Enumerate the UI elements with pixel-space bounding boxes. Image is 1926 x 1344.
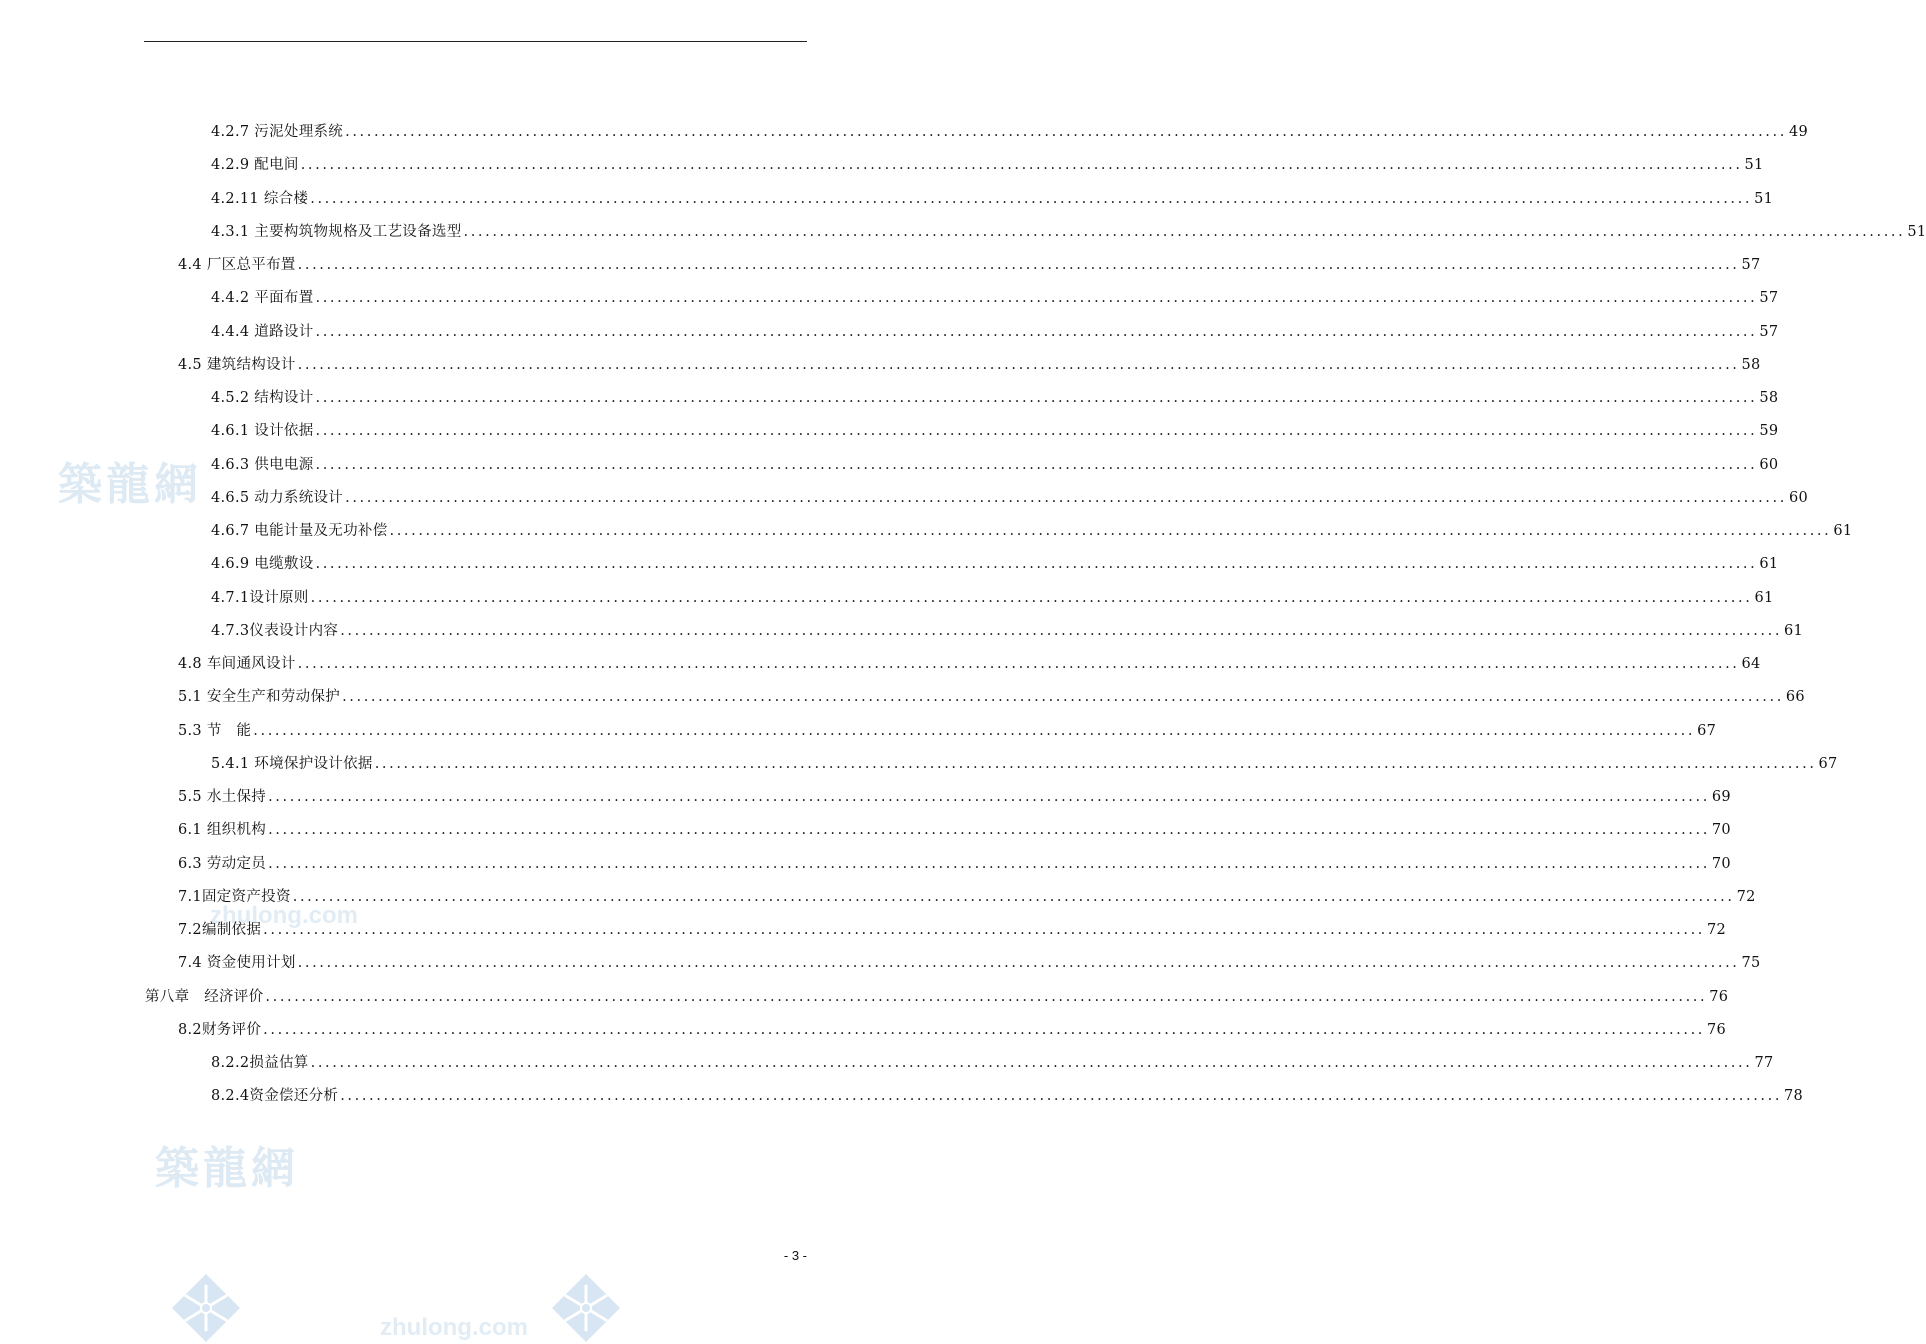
toc-dot-leader: ........................................................................................................................................................................................................ [345, 490, 1787, 506]
toc-dot-leader: ........................................................................................................................................................................................................ [310, 191, 1753, 207]
toc-entry-label: 4.3.1 主要构筑物规格及工艺设备选型 [211, 224, 462, 240]
toc-entry-label: 4.4.2 平面布置 [211, 290, 314, 306]
toc-entry[interactable] [211, 153, 1764, 177]
toc-entry-page: 61 [1784, 623, 1804, 639]
toc-entry-label: 4.8 车间通风设计 [178, 656, 296, 672]
toc-dot-leader: ........................................................................................................................................................................................................ [340, 1088, 1783, 1104]
toc-entry-page: 67 [1818, 756, 1838, 772]
toc-entry-page: 58 [1759, 390, 1779, 406]
toc-entry-label: 4.6.7 电能计量及无功补偿 [211, 523, 388, 539]
toc-entry-page: 72 [1707, 922, 1727, 938]
toc-dot-leader: ........................................................................................................................................................................................................ [310, 1055, 1753, 1071]
toc-entry[interactable] [211, 120, 1808, 144]
toc-entry[interactable] [178, 951, 1761, 975]
toc-entry-page: 60 [1759, 457, 1779, 473]
toc-entry-label: 4.2.9 配电间 [211, 157, 299, 173]
toc-dot-leader: ........................................................................................................................................................................................................ [315, 423, 1758, 439]
toc-entry[interactable] [178, 1018, 1727, 1042]
toc-entry[interactable] [211, 486, 1808, 510]
watermark-brand-bottom: 築龍網 [155, 1143, 299, 1194]
watermark-brand-top: 築龍網 [58, 459, 202, 510]
toc-entry-label: 4.6.9 电缆敷设 [211, 556, 314, 572]
toc-entry[interactable] [178, 918, 1727, 942]
toc-dot-leader: ........................................................................................................................................................................................................ [315, 324, 1758, 340]
toc-entry-page: 61 [1759, 556, 1779, 572]
toc-entry-page: 51 [1907, 224, 1926, 240]
toc-entry-label: 4.4 厂区总平布置 [178, 257, 296, 273]
toc-entry-label: 4.7.1设计原则 [211, 590, 309, 606]
toc-dot-leader: ........................................................................................................................................................................................................ [340, 623, 1783, 639]
toc-entry-label: 4.5 建筑结构设计 [178, 357, 296, 373]
watermark-site-middle: zhulong.com [210, 902, 358, 929]
toc-entry-label: 8.2.4资金偿还分析 [211, 1088, 339, 1104]
toc-entry-label: 6.1 组织机构 [178, 822, 267, 838]
toc-entry[interactable] [211, 1084, 1804, 1108]
header-rule [144, 41, 807, 42]
toc-entry-label: 4.6.5 动力系统设计 [211, 490, 344, 506]
toc-entry-page: 58 [1741, 357, 1761, 373]
toc-entry[interactable] [211, 220, 1926, 244]
toc-entry-page: 78 [1784, 1088, 1804, 1104]
toc-dot-leader: ........................................................................................................................................................................................................ [292, 889, 1735, 905]
toc-entry[interactable] [211, 419, 1779, 443]
toc-dot-leader: ........................................................................................................................................................................................................ [297, 656, 1740, 672]
toc-entry-label: 4.6.3 供电电源 [211, 457, 314, 473]
toc-entry-label: 4.2.11 综合楼 [211, 191, 309, 207]
toc-entry-page: 70 [1711, 856, 1731, 872]
toc-entry-page: 75 [1741, 955, 1761, 971]
snowflake-logo-icon-right [548, 1272, 624, 1344]
toc-entry-page: 51 [1754, 191, 1774, 207]
toc-entry-page: 76 [1709, 989, 1729, 1005]
toc-entry-page: 59 [1759, 423, 1779, 439]
toc-entry-page: 57 [1759, 324, 1779, 340]
toc-entry-label: 第八章 经济评价 [145, 989, 264, 1005]
toc-entry-label: 6.3 劳动定员 [178, 856, 267, 872]
toc-entry[interactable] [211, 752, 1838, 776]
toc-entry-label: 7.2编制依据 [178, 922, 262, 938]
toc-entry[interactable] [211, 1051, 1774, 1075]
toc-entry-page: 61 [1833, 523, 1853, 539]
toc-entry-page: 72 [1736, 889, 1756, 905]
toc-entry-label: 8.2.2损益估算 [211, 1055, 309, 1071]
toc-dot-leader: ........................................................................................................................................................................................................ [265, 989, 1708, 1005]
toc-dot-leader: ........................................................................................................................................................................................................ [315, 390, 1758, 406]
toc-dot-leader: ........................................................................................................................................................................................................ [253, 723, 1696, 739]
toc-entry-label: 4.6.1 设计依据 [211, 423, 314, 439]
toc-entry[interactable] [178, 785, 1731, 809]
toc-entry-page: 64 [1741, 656, 1761, 672]
toc-entry[interactable] [211, 552, 1779, 576]
toc-entry-page: 57 [1759, 290, 1779, 306]
toc-dot-leader: ........................................................................................................................................................................................................ [268, 789, 1710, 805]
toc-entry-page: 69 [1711, 789, 1731, 805]
toc-entry[interactable] [211, 286, 1779, 310]
toc-entry[interactable] [211, 386, 1779, 410]
toc-entry[interactable] [211, 320, 1779, 344]
toc-dot-leader: ........................................................................................................................................................................................................ [300, 157, 1743, 173]
toc-entry[interactable] [178, 885, 1756, 909]
toc-dot-leader: ........................................................................................................................................................................................................ [263, 1022, 1705, 1038]
toc-dot-leader: ........................................................................................................................................................................................................ [263, 922, 1705, 938]
watermark-site-bottom: zhulong.com [380, 1314, 528, 1341]
toc-dot-leader: ........................................................................................................................................................................................................ [315, 556, 1758, 572]
toc-entry[interactable] [178, 818, 1731, 842]
toc-entry[interactable] [145, 985, 1729, 1009]
toc-entry-label: 5.1 安全生产和劳动保护 [178, 689, 341, 705]
toc-dot-leader: ........................................................................................................................................................................................................ [268, 856, 1710, 872]
toc-dot-leader: ........................................................................................................................................................................................................ [345, 124, 1787, 140]
toc-entry-label: 7.1固定资产投资 [178, 889, 291, 905]
toc-entry-label: 4.2.7 污泥处理系统 [211, 124, 344, 140]
toc-dot-leader: ........................................................................................................................................................................................................ [297, 257, 1740, 273]
toc-entry-label: 4.5.2 结构设计 [211, 390, 314, 406]
toc-dot-leader: ........................................................................................................................................................................................................ [268, 822, 1710, 838]
toc-entry-page: 76 [1707, 1022, 1727, 1038]
toc-entry-page: 51 [1744, 157, 1764, 173]
toc-dot-leader: ........................................................................................................................................................................................................ [315, 457, 1758, 473]
toc-dot-leader: ........................................................................................................................................................................................................ [342, 689, 1784, 705]
toc-entry-label: 7.4 资金使用计划 [178, 955, 296, 971]
toc-entry[interactable] [211, 519, 1853, 543]
toc-entry-label: 5.3 节 能 [178, 723, 252, 739]
toc-entry[interactable] [211, 453, 1779, 477]
toc-dot-leader: ........................................................................................................................................................................................................ [310, 590, 1753, 606]
toc-dot-leader: ........................................................................................................................................................................................................ [389, 523, 1832, 539]
toc-entry[interactable] [178, 253, 1761, 277]
toc-entry-page: 49 [1788, 124, 1808, 140]
toc-dot-leader: ........................................................................................................................................................................................................ [463, 224, 1906, 240]
toc-entry-page: 77 [1754, 1055, 1774, 1071]
toc-entry-page: 61 [1754, 590, 1774, 606]
toc-entry[interactable] [178, 852, 1731, 876]
toc-dot-leader: ........................................................................................................................................................................................................ [374, 756, 1817, 772]
toc-entry-label: 4.4.4 道路设计 [211, 324, 314, 340]
snowflake-logo-icon [168, 1272, 244, 1344]
toc-dot-leader: ........................................................................................................................................................................................................ [297, 357, 1740, 373]
toc-entry-page: 60 [1788, 490, 1808, 506]
toc-entry[interactable] [178, 685, 1805, 709]
toc-entry[interactable] [211, 586, 1774, 610]
toc-entry[interactable] [178, 652, 1761, 676]
toc-entry-page: 67 [1697, 723, 1717, 739]
toc-dot-leader: ........................................................................................................................................................................................................ [315, 290, 1758, 306]
toc-entry-page: 70 [1711, 822, 1731, 838]
toc-dot-leader: ........................................................................................................................................................................................................ [297, 955, 1740, 971]
toc-entry[interactable] [178, 353, 1761, 377]
toc-entry[interactable] [211, 619, 1804, 643]
toc-entry-label: 5.4.1 环境保护设计依据 [211, 756, 373, 772]
toc-entry-label: 5.5 水土保持 [178, 789, 267, 805]
toc-entry-page: 66 [1785, 689, 1805, 705]
page-number: - 3 - [783, 1248, 807, 1263]
toc-entry-label: 4.7.3仪表设计内容 [211, 623, 339, 639]
toc-entry[interactable] [178, 719, 1717, 743]
toc-entry-page: 57 [1741, 257, 1761, 273]
toc-entry-label: 8.2财务评价 [178, 1022, 262, 1038]
toc-entry[interactable] [211, 187, 1774, 211]
